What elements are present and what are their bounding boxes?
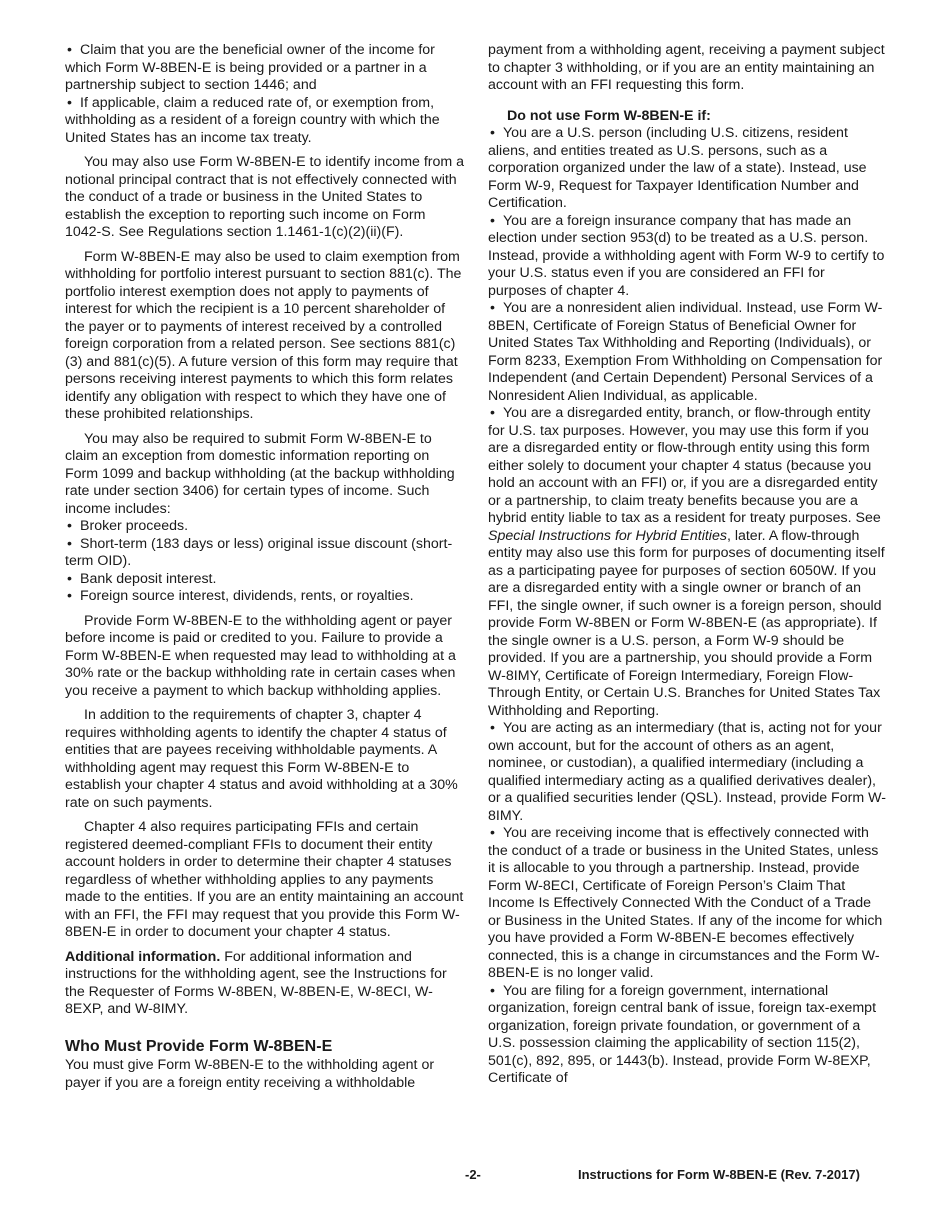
list-item: • Claim that you are the beneficial owner of the income for which Form W-8BEN-E is being provided or a partner in a partnership subject to section 1446; and bbox=[65, 42, 465, 95]
right-column bbox=[488, 42, 886, 1088]
list-item: • You are acting as an intermediary (that is, acting not for your own account, but for the account of others as an agent, nominee, or custodian), a qualified intermediary (including a qualified intermediary acting as a qualified derivatives dealer), or a qualified securities lender (QSL). Instead, provide Form W-8IMY. bbox=[488, 720, 886, 825]
paragraph: You may also be required to submit Form W-8BEN-E to claim an exception from domestic information reporting on Form 1099 and backup withholding (at the backup withholding rate under section 3406) for certain types of income. Such income includes: bbox=[65, 430, 455, 517]
list-item: • You are a foreign insurance company that has made an election under section 953(d) to be treated as a U.S. person. Instead, provide a withholding agent with Form W-9 to certify to your U.S. status even if you are considered an FFI for purposes of chapter 4. bbox=[488, 213, 886, 301]
list-item: • You are a nonresident alien individual. Instead, use Form W-8BEN, Certificate of Foreign Status of Beneficial Owner for United States Tax Withholding and Reporting (Individuals), or Form 8233, Exemption From Withholding on Compensation for Independent (and Certain Dependent) Personal Services of a Nonresident Alien Individual, as applicable. bbox=[488, 300, 886, 405]
paragraph: In addition to the requirements of chapter 3, chapter 4 requires withholding agents to identify the chapter 4 status of entities that are payees receiving withholdable payments. A withholding agent may request this Form W-8BEN-E to establish your chapter 4 status and avoid withholding at a 30% rate on such payments. bbox=[65, 707, 458, 811]
paragraph: Form W-8BEN-E may also be used to claim exemption from withholding for portfolio interest pursuant to section 881(c). The portfolio interest exemption does not apply to payments of interest for which the recipient is a 10 percent shareholder of the payer or to payments of interest received by a controlled foreign corporation from a related person. See sections 881(c)(3) and 881(c)(5). A future version of this form may require that persons receiving interest payments to which this form relates identify any obligation with respect to which they have one of these prohibited relationships. bbox=[65, 248, 462, 422]
paragraph: You may also use Form W-8BEN-E to identify income from a notional principal contract that is not effectively connected with the conduct of a trade or business in the United States to establish the exception to reporting such income on Form 1042-S. See Regulations section 1.1461-1(c)(2)(ii)(F). bbox=[65, 154, 465, 240]
left-column bbox=[65, 42, 465, 1092]
list-item: • You are receiving income that is effectively connected with the conduct of a trade or business in the United States, unless it is allocable to you through a partnership. Instead, provide Form W-8ECI, Certificate of Foreign Person’s Claim That Income Is Effectively Connected With the Conduct of a Trade or Business in the United States. If any of the income for which you have provided a Form W-8BEN-E becomes effectively connected, this is a change in circumstances and the Form W-8BEN-E is no longer valid. bbox=[488, 825, 886, 983]
section-heading: Who Must Provide Form W-8BEN-E bbox=[65, 1037, 333, 1055]
list-item: • Short-term (183 days or less) original issue discount (short-term OID). bbox=[65, 536, 465, 571]
list-item: • If applicable, claim a reduced rate of, or exemption from, withholding as a resident of a foreign country with which the United States has an income tax treaty. bbox=[65, 95, 465, 148]
page-number: -2- bbox=[465, 1167, 481, 1182]
list-item-text: You are a disregarded entity, branch, or flow-through entity for U.S. tax purposes. However, you may use this form if you are a disregarded entity or flow-through entity using this form either solely to document your chapter 4 status (because you hold an account with an FFI) or, if you are a disregarded entity or a partnership, to claim treaty benefits because you are a hybrid entity liable to tax as a resident for treaty purposes. See bbox=[488, 405, 881, 526]
list-item: • Foreign source interest, dividends, rents, or royalties. bbox=[65, 588, 465, 606]
list-item bbox=[488, 405, 886, 720]
paragraph: Chapter 4 also requires participating FFIs and certain registered deemed-compliant FFIs to document their entity account holders in order to determine their chapter 4 statuses regardless of whether withholding applies to any payments made to the entities. If you are an entity maintaining an account with an FFI, the FFI may request that you provide this Form W-8BEN-E in order to document your chapter 4 status. bbox=[65, 819, 464, 940]
list-item: • You are filing for a foreign government, international organization, foreign central bank of issue, foreign tax-exempt organization, foreign private foundation, or government of a U.S. possession claiming the applicability of section 115(2), 501(c), 892, 895, or 1443(b). Instead, provide Form W-8EXP, Certificate of bbox=[488, 983, 886, 1088]
paragraph-text: For additional information and instructions for the withholding agent, see the Instructions for the Requester of Forms W-8BEN, W-8BEN-E, W-8ECI, W-8EXP, and W-8IMY. bbox=[65, 948, 447, 1017]
paragraph: Provide Form W-8BEN-E to the withholding agent or payer before income is paid or credited to you. Failure to provide a Form W-8BEN-E when requested may lead to withholding at a 30% rate or the backup withholding rate in certain cases when you receive a payment to which backup withholding applies. bbox=[65, 612, 456, 699]
paragraph: payment from a withholding agent, receiving a payment subject to chapter 3 withholding, or if you are an entity maintaining an account with an FFI requesting this form. bbox=[488, 42, 885, 93]
additional-information bbox=[65, 949, 465, 1019]
paragraph: You must give Form W-8BEN-E to the withholding agent or payer if you are a foreign entity receiving a withholdable bbox=[65, 1057, 435, 1091]
run-in-heading: Additional information. bbox=[65, 948, 221, 965]
list-item: • Bank deposit interest. bbox=[65, 571, 465, 589]
subheading: Do not use Form W-8BEN-E if: bbox=[507, 107, 711, 124]
list-item: • Broker proceeds. bbox=[65, 518, 465, 536]
footer-title: Instructions for Form W-8BEN-E (Rev. 7-2017) bbox=[578, 1167, 860, 1182]
cross-reference: Special Instructions for Hybrid Entities bbox=[488, 527, 727, 544]
list-item: • You are a U.S. person (including U.S. citizens, resident aliens, and entities treated as U.S. persons, such as a corporation organized under the law of a state). Instead, use Form W-9, Request for Taxpayer Identification Number and Certification. bbox=[488, 125, 886, 213]
list-item-text: , later. A flow-through entity may also use this form for purposes of documenting itself as a participating payee for purposes of section 6050W. If you are a disregarded entity with a single owner or branch of an FFI, the single owner, if such owner is a foreign person, should provide Form W-8BEN or Form W-8BEN-E (as appropriate). If the single owner is a U.S. person, a Form W-9 should be provided. If you are a partnership, you should provide a Form W-8IMY, Certificate of Foreign Intermediary, Foreign Flow-Through Entity, or Certain U.S. Branches for United States Tax Withholding and Reporting. bbox=[488, 527, 885, 719]
